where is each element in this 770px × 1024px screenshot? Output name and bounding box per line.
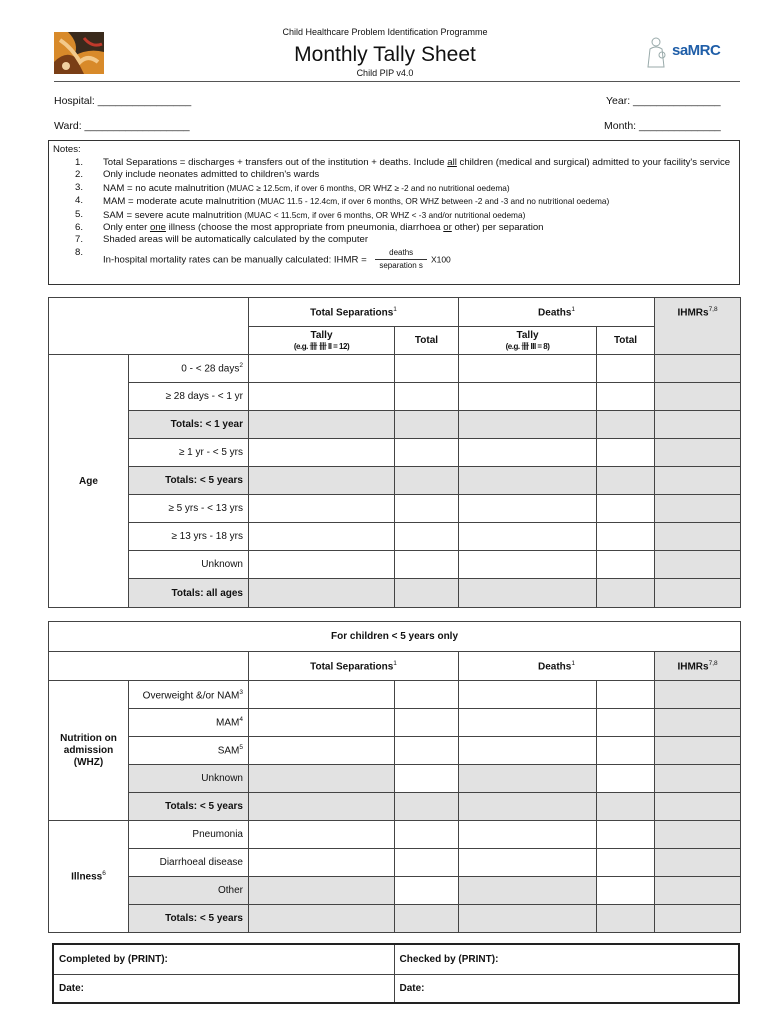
tally-cell[interactable] bbox=[249, 849, 395, 877]
total-cell bbox=[597, 793, 655, 821]
notes-heading: Notes: bbox=[53, 144, 81, 155]
note-item: 2. Only include neonates admitted to children's wards bbox=[75, 169, 320, 181]
total-cell[interactable] bbox=[395, 383, 459, 411]
total-cell[interactable] bbox=[597, 849, 655, 877]
total-cell bbox=[597, 905, 655, 933]
total-cell[interactable] bbox=[395, 765, 459, 793]
total-cell[interactable] bbox=[597, 821, 655, 849]
under5-banner: For children < 5 years only bbox=[49, 622, 741, 652]
total-header-separations: Total bbox=[395, 327, 459, 355]
row-label: MAM$^4$ bbox=[129, 709, 249, 737]
row-label: Totals: < 5 years bbox=[129, 793, 249, 821]
row-label: Diarrhoeal disease bbox=[129, 849, 249, 877]
tally-cell[interactable] bbox=[459, 551, 597, 579]
month-field[interactable]: Month: ______________ bbox=[604, 120, 721, 132]
tally-cell bbox=[249, 411, 395, 439]
total-cell bbox=[597, 467, 655, 495]
ihmr-cell bbox=[655, 681, 741, 709]
tally-cell[interactable] bbox=[459, 821, 597, 849]
total-cell bbox=[395, 793, 459, 821]
tally-cell[interactable] bbox=[459, 383, 597, 411]
illness-group-label: Illness$^6$ bbox=[49, 821, 129, 933]
row-label: Totals: all ages bbox=[129, 579, 249, 608]
note-item: 3. NAM = no acute malnutrition (MUAC ≥ 12.5cm, if over 6 months, OR WHZ ≥ -2 and no nutritional oedema) bbox=[75, 181, 510, 194]
tally-cell[interactable] bbox=[459, 523, 597, 551]
row-label: ≥ 28 days - < 1 yr bbox=[129, 383, 249, 411]
ihmr-cell bbox=[655, 411, 741, 439]
ward-field[interactable]: Ward: __________________ bbox=[54, 120, 190, 132]
row-label: ≥ 13 yrs - 18 yrs bbox=[129, 523, 249, 551]
ihmr-cell bbox=[655, 905, 741, 933]
ihmr-cell bbox=[655, 355, 741, 383]
tally-cell[interactable] bbox=[249, 439, 395, 467]
tally-cell bbox=[249, 877, 395, 905]
total-cell[interactable] bbox=[597, 709, 655, 737]
row-label: Totals: < 1 year bbox=[129, 411, 249, 439]
ihmr-fraction: $\frac{\text{deaths}}{\text{separation s}}$ bbox=[375, 247, 427, 273]
notes-box bbox=[48, 140, 740, 285]
total-cell[interactable] bbox=[597, 495, 655, 523]
tally-cell[interactable] bbox=[249, 821, 395, 849]
checked-by-field[interactable]: Checked by (PRINT): bbox=[394, 944, 739, 974]
completed-by-field[interactable]: Completed by (PRINT): bbox=[53, 944, 394, 974]
row-label: Unknown bbox=[129, 551, 249, 579]
header-divider bbox=[54, 81, 740, 82]
note-item: 1. Total Separations = discharges + transfers out of the institution + deaths. Include all children (medical and surgical) admitted to your facility's service bbox=[75, 157, 731, 168]
total-cell[interactable] bbox=[395, 495, 459, 523]
total-cell[interactable] bbox=[395, 681, 459, 709]
total-cell[interactable] bbox=[395, 737, 459, 765]
total-cell bbox=[395, 467, 459, 495]
col-total-separations: Total Separations$^1$ bbox=[249, 652, 459, 681]
tally-cell bbox=[459, 579, 597, 608]
table1-corner bbox=[49, 298, 249, 355]
total-cell[interactable] bbox=[597, 355, 655, 383]
page-title: Monthly Tally Sheet bbox=[294, 43, 476, 66]
date-right-field[interactable]: Date: bbox=[394, 974, 739, 1003]
total-cell[interactable] bbox=[597, 737, 655, 765]
total-cell[interactable] bbox=[597, 439, 655, 467]
total-cell[interactable] bbox=[597, 383, 655, 411]
tally-cell[interactable] bbox=[249, 709, 395, 737]
tally-cell[interactable] bbox=[459, 681, 597, 709]
col-deaths: Deaths$^1$ bbox=[459, 652, 655, 681]
row-label: SAM$^5$ bbox=[129, 737, 249, 765]
total-cell[interactable] bbox=[395, 355, 459, 383]
row-label: 0 - < 28 days$^2$ bbox=[129, 355, 249, 383]
row-label: Totals: < 5 years bbox=[129, 905, 249, 933]
tally-cell[interactable] bbox=[459, 495, 597, 523]
total-cell[interactable] bbox=[597, 877, 655, 905]
row-label: Overweight &/or NAM$^3$ bbox=[129, 681, 249, 709]
note-item: 7. Shaded areas will be automatically calculated by the computer bbox=[75, 234, 369, 246]
tally-cell[interactable] bbox=[459, 709, 597, 737]
row-label: Totals: < 5 years bbox=[129, 467, 249, 495]
tally-cell bbox=[459, 905, 597, 933]
total-cell[interactable] bbox=[597, 681, 655, 709]
ihmr-cell bbox=[655, 849, 741, 877]
signoff-table bbox=[52, 943, 740, 1004]
tally-cell bbox=[459, 411, 597, 439]
age-tally-table bbox=[48, 297, 741, 608]
total-cell[interactable] bbox=[395, 709, 459, 737]
ihmr-cell bbox=[655, 821, 741, 849]
col-ihmr: IHMRs$^{7,8}$ bbox=[655, 652, 741, 681]
tally-cell[interactable] bbox=[249, 523, 395, 551]
total-cell bbox=[597, 579, 655, 608]
total-header-deaths: Total bbox=[597, 327, 655, 355]
date-left-field[interactable]: Date: bbox=[53, 974, 394, 1003]
tally-cell bbox=[249, 793, 395, 821]
row-label: Unknown bbox=[129, 765, 249, 793]
tally-cell bbox=[249, 905, 395, 933]
tally-cell[interactable] bbox=[459, 439, 597, 467]
tally-cell bbox=[249, 467, 395, 495]
total-cell bbox=[395, 579, 459, 608]
tally-cell[interactable] bbox=[249, 737, 395, 765]
row-label: ≥ 5 yrs - < 13 yrs bbox=[129, 495, 249, 523]
table2-corner bbox=[49, 652, 249, 681]
version-label: Child PIP v4.0 bbox=[356, 68, 414, 78]
total-cell[interactable] bbox=[395, 849, 459, 877]
note-item: 4. MAM = moderate acute malnutrition (MUAC 11.5 - 12.4cm, if over 6 months, OR WHZ between -2 and -3 and no nutritional oedema) bbox=[75, 195, 610, 208]
tally-cell bbox=[459, 877, 597, 905]
total-cell[interactable] bbox=[395, 821, 459, 849]
notes-list bbox=[75, 157, 735, 273]
ihmr-cell bbox=[655, 877, 741, 905]
total-cell[interactable] bbox=[395, 877, 459, 905]
samrc-logo-text: saMRC bbox=[672, 42, 721, 59]
tally-cell[interactable] bbox=[249, 383, 395, 411]
col-total-separations: Total Separations$^1$ bbox=[249, 298, 459, 327]
age-group-label: Age bbox=[49, 355, 129, 608]
tally-cell[interactable] bbox=[249, 681, 395, 709]
note-item: 6. Only enter one illness (choose the most appropriate from pneumonia, diarrhoea or other) per separation bbox=[75, 222, 544, 234]
tally-cell[interactable] bbox=[249, 551, 395, 579]
samrc-logo bbox=[640, 33, 740, 75]
ihmr-cell bbox=[655, 551, 741, 579]
tally-cell bbox=[459, 765, 597, 793]
tally-header-separations: Tally (e.g. 卌 卌 II = 12) bbox=[249, 327, 395, 355]
tally-cell[interactable] bbox=[459, 355, 597, 383]
row-label: Pneumonia bbox=[129, 821, 249, 849]
total-cell bbox=[395, 411, 459, 439]
total-cell[interactable] bbox=[395, 523, 459, 551]
ihmr-cell bbox=[655, 737, 741, 765]
total-cell[interactable] bbox=[597, 523, 655, 551]
ihmr-cell bbox=[655, 495, 741, 523]
tally-cell[interactable] bbox=[249, 495, 395, 523]
under5-table bbox=[48, 621, 741, 933]
ihmr-cell bbox=[655, 467, 741, 495]
year-field[interactable]: Year: _______________ bbox=[606, 95, 721, 107]
ihmr-cell bbox=[655, 383, 741, 411]
nutrition-group-label: Nutrition on admission (WHZ) bbox=[49, 681, 129, 821]
tally-cell bbox=[249, 765, 395, 793]
row-label: Other bbox=[129, 877, 249, 905]
total-cell[interactable] bbox=[597, 765, 655, 793]
tally-cell bbox=[459, 467, 597, 495]
total-cell bbox=[395, 905, 459, 933]
total-cell[interactable] bbox=[395, 551, 459, 579]
tally-cell[interactable] bbox=[459, 737, 597, 765]
row-label: ≥ 1 yr - < 5 yrs bbox=[129, 439, 249, 467]
note-item: 8. In-hospital mortality rates can be manually calculated: IHMR = $\frac{\text{deaths}}{\text{separation s}}$ X100 bbox=[75, 247, 735, 273]
ihmr-cell bbox=[655, 765, 741, 793]
tally-cell[interactable] bbox=[249, 355, 395, 383]
ihmr-cell bbox=[655, 709, 741, 737]
ihmr-cell bbox=[655, 523, 741, 551]
tally-header-deaths: Tally (e.g. 卌 III = 8) bbox=[459, 327, 597, 355]
ihmr-cell bbox=[655, 439, 741, 467]
col-deaths: Deaths$^1$ bbox=[459, 298, 655, 327]
tally-cell bbox=[459, 793, 597, 821]
total-cell[interactable] bbox=[597, 551, 655, 579]
ihmr-cell bbox=[655, 579, 741, 608]
col-ihmr: IHMRs$^{7,8}$ bbox=[655, 298, 741, 355]
tally-cell bbox=[249, 579, 395, 608]
total-cell bbox=[597, 411, 655, 439]
hospital-field[interactable]: Hospital: ________________ bbox=[54, 95, 192, 107]
note-item: 5. SAM = severe acute malnutrition (MUAC < 11.5cm, if over 6 months, OR WHZ < -3 and/or nutritional oedema) bbox=[75, 208, 526, 221]
ihmr-cell bbox=[655, 793, 741, 821]
total-cell[interactable] bbox=[395, 439, 459, 467]
programme-name: Child Healthcare Problem Identification Programme bbox=[282, 27, 488, 37]
tally-cell[interactable] bbox=[459, 849, 597, 877]
